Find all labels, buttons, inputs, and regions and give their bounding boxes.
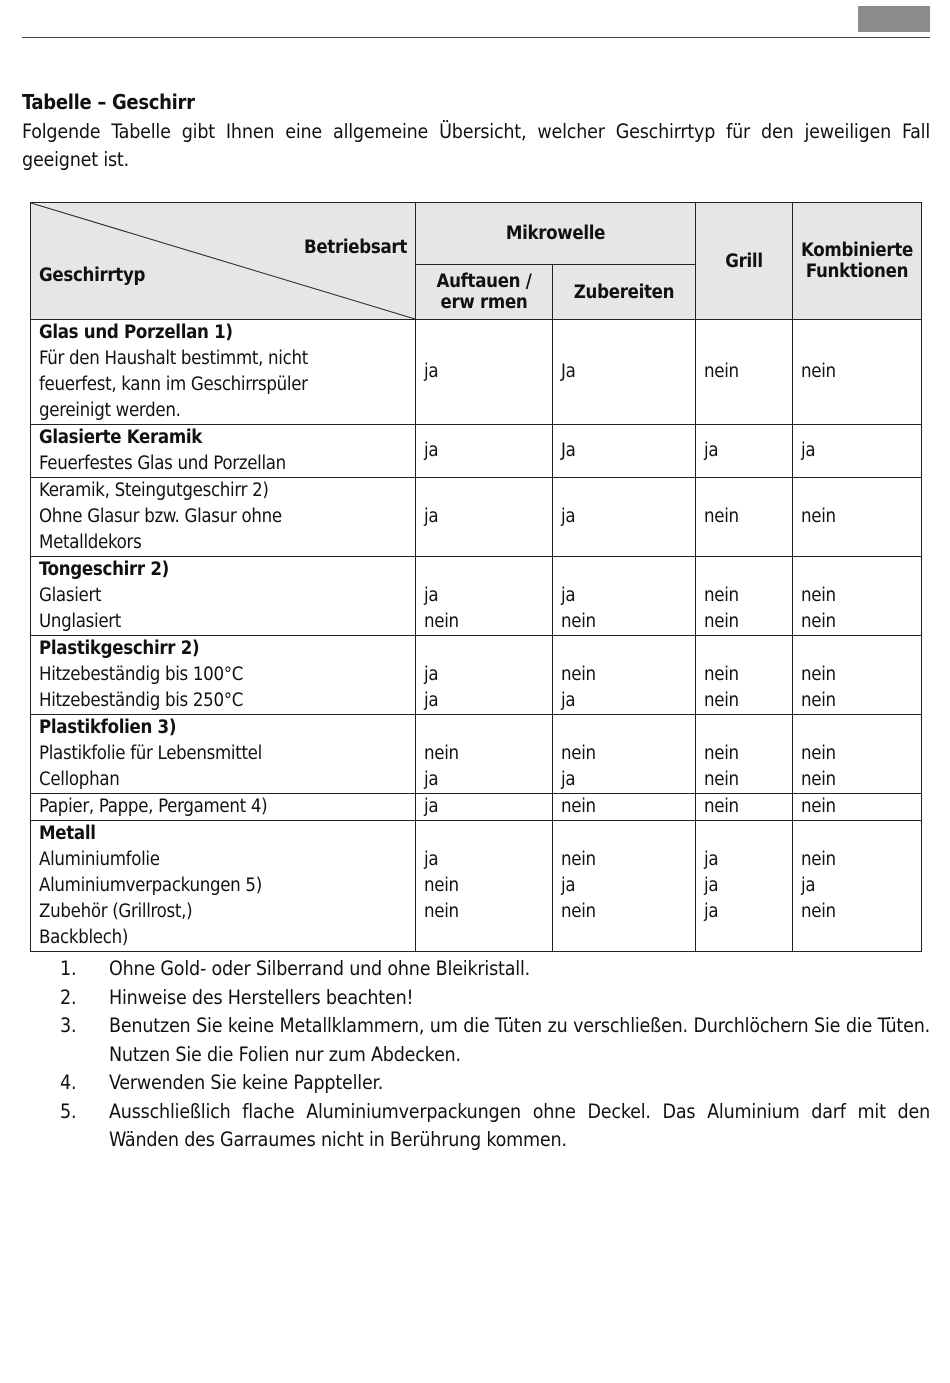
suitability-value: ja: [424, 796, 439, 817]
cookware-description: Hitzebeständig bis 250°C: [39, 690, 244, 711]
footnote-text: Ausschließlich flache Aluminiumverpackungen ohne Deckel. Das Aluminium darf mit den Wänden des Garraumes nicht in Berührung kommen.: [109, 1099, 930, 1151]
suitability-value: ja: [424, 506, 439, 527]
suitability-value: nein: [424, 901, 459, 922]
combined-value-cell: [793, 715, 922, 794]
operation-label: Betriebsart: [303, 237, 407, 258]
table-header-row: [31, 203, 922, 265]
suitability-value: nein: [561, 743, 596, 764]
suitability-value: ja: [424, 769, 439, 790]
suitability-value: nein: [801, 849, 836, 870]
cookware-type-cell: [31, 557, 416, 636]
suitability-value: ja: [424, 690, 439, 711]
cookware-table: [30, 202, 922, 952]
cookware-type-cell: [31, 715, 416, 794]
table-row: [31, 557, 922, 636]
footnote-item: [60, 1098, 930, 1155]
suitability-value: nein: [424, 743, 459, 764]
suitability-value: ja: [424, 849, 439, 870]
combined-value-cell: [793, 821, 922, 952]
cookware-description: Für den Haushalt bestimmt, nicht: [39, 348, 308, 369]
grill-value-cell: [696, 794, 793, 821]
cook-value-cell: [553, 320, 696, 425]
grill-value-cell: [696, 821, 793, 952]
cook-value-cell: [553, 478, 696, 557]
defrost-value-cell: [416, 425, 553, 478]
cookware-description: Hitzebeständig bis 100°C: [39, 664, 244, 685]
cookware-description: Glasiert: [39, 585, 102, 606]
footnote-item: [60, 1069, 930, 1098]
defrost-value-cell: [416, 715, 553, 794]
footnote-text: Ohne Gold- oder Silberrand und ohne Bleikristall.: [109, 957, 530, 980]
suitability-value: nein: [801, 690, 836, 711]
suitability-value: nein: [801, 796, 836, 817]
suitability-value: ja: [704, 901, 719, 922]
cook-value-cell: [553, 636, 696, 715]
defrost-value-cell: [416, 478, 553, 557]
cookware-description: Ohne Glasur bzw. Glasur ohne: [39, 506, 282, 527]
section-title: Tabelle – Geschirr: [22, 90, 195, 114]
suitability-value: ja: [561, 506, 576, 527]
suitability-value: nein: [704, 743, 739, 764]
combined-value-cell: [793, 425, 922, 478]
table-row: [31, 478, 922, 557]
defrost-value-cell: [416, 821, 553, 952]
footnote-text: Verwenden Sie keine Pappteller.: [109, 1071, 384, 1094]
table-row: [31, 425, 922, 478]
table-body: [31, 320, 922, 952]
defrost-value-cell: [416, 636, 553, 715]
suitability-value: nein: [704, 611, 739, 632]
cookware-description: feuerfest, kann im Geschirrspüler: [39, 374, 308, 395]
suitability-value: ja: [561, 769, 576, 790]
cook-value-cell: [553, 715, 696, 794]
table-row: [31, 320, 922, 425]
suitability-value: ja: [801, 440, 816, 461]
combined-value-cell: [793, 636, 922, 715]
footnote-number: 2.: [60, 985, 77, 1009]
cookware-type-cell: [31, 425, 416, 478]
cookware-type-label: Geschirrtyp: [39, 265, 146, 286]
defrost-value-cell: [416, 320, 553, 425]
footnote-text: Hinweise des Herstellers beachten!: [109, 985, 414, 1009]
suitability-value: ja: [561, 875, 576, 896]
suitability-value: nein: [704, 690, 739, 711]
footnote-number: 5.: [60, 1099, 77, 1123]
cookware-type-cell: [31, 636, 416, 715]
cook-value-cell: [553, 557, 696, 636]
grill-header: Grill: [696, 203, 793, 320]
defrost-value-cell: [416, 557, 553, 636]
suitability-value: ja: [801, 875, 816, 896]
suitability-value: nein: [561, 849, 596, 870]
suitability-value: nein: [801, 743, 836, 764]
suitability-value: ja: [704, 875, 719, 896]
header-rule: [22, 37, 930, 38]
suitability-value: nein: [424, 611, 459, 632]
cookware-description: Papier, Pappe, Pergament 4): [39, 796, 268, 817]
cookware-description: Unglasiert: [39, 611, 122, 632]
suitability-value: nein: [704, 796, 739, 817]
cookware-description: Plastikfolie für Lebensmittel: [39, 743, 262, 764]
suitability-value: ja: [424, 664, 439, 685]
cookware-category: Glasierte Keramik: [39, 427, 203, 448]
suitability-value: nein: [801, 769, 836, 790]
corner-header-cell: [31, 203, 416, 320]
suitability-value: nein: [561, 664, 596, 685]
cookware-description: Aluminiumverpackungen 5): [39, 875, 262, 896]
cookware-type-cell: [31, 478, 416, 557]
table-row: [31, 794, 922, 821]
suitability-value: nein: [801, 664, 836, 685]
intro-paragraph: Folgende Tabelle gibt Ihnen eine allgemeine Übersicht, welcher Geschirrtyp für den jeweiligen Fall geeignet ist.: [22, 120, 930, 171]
cookware-category: Plastikgeschirr 2): [39, 638, 200, 659]
suitability-value: ja: [704, 440, 719, 461]
suitability-value: nein: [801, 901, 836, 922]
suitability-value: nein: [704, 769, 739, 790]
cook-value-cell: [553, 425, 696, 478]
grill-value-cell: [696, 425, 793, 478]
cookware-type-cell: [31, 794, 416, 821]
page-header-tab: [858, 6, 930, 32]
combined-value-cell: [793, 557, 922, 636]
cookware-description: Aluminiumfolie: [39, 849, 160, 870]
cookware-category: Metall: [39, 823, 96, 844]
cookware-description: Cellophan: [39, 769, 120, 790]
diagonal-divider: [31, 203, 415, 319]
cookware-type-cell: [31, 821, 416, 952]
grill-value-cell: [696, 478, 793, 557]
microwave-header: Mikrowelle: [416, 203, 696, 265]
cookware-description: Keramik, Steingutgeschirr 2): [39, 480, 269, 501]
footnote-text: Benutzen Sie keine Metallklammern, um die Tüten zu verschließen. Durchlöchern Sie die Tüten. Nutzen Sie die Folien nur zum Abdecken.: [109, 1014, 930, 1066]
cookware-description: gereinigt werden.: [39, 400, 181, 421]
cookware-category: Tongeschirr 2): [39, 559, 169, 580]
suitability-value: Ja: [561, 361, 576, 382]
cook-value-cell: [553, 821, 696, 952]
table-row: [31, 715, 922, 794]
table-row: [31, 636, 922, 715]
suitability-value: nein: [801, 611, 836, 632]
cookware-description: Metalldekors: [39, 532, 142, 553]
suitability-value: nein: [801, 506, 836, 527]
footnote-item: [60, 955, 930, 984]
combined-value-cell: [793, 320, 922, 425]
grill-value-cell: [696, 320, 793, 425]
suitability-value: ja: [704, 849, 719, 870]
combined-header: Kombinierte Funktionen: [793, 203, 922, 320]
suitability-value: nein: [704, 585, 739, 606]
suitability-value: nein: [704, 664, 739, 685]
suitability-value: ja: [424, 361, 439, 382]
suitability-value: nein: [704, 361, 739, 382]
cook-value-cell: [553, 794, 696, 821]
suitability-value: Ja: [561, 440, 576, 461]
table-row: [31, 821, 922, 952]
suitability-value: nein: [801, 361, 836, 382]
footnote-number: 3.: [60, 1014, 77, 1037]
footnote-number: 1.: [60, 957, 77, 980]
cookware-description: Backblech): [39, 927, 129, 948]
suitability-value: ja: [424, 585, 439, 606]
cookware-category: Glas und Porzellan 1): [39, 322, 233, 343]
footnote-item: [60, 984, 930, 1013]
grill-value-cell: [696, 715, 793, 794]
suitability-value: ja: [424, 440, 439, 461]
combined-value-cell: [793, 794, 922, 821]
cookware-category: Plastikfolien 3): [39, 717, 177, 738]
cookware-description: Feuerfestes Glas und Porzellan: [39, 453, 286, 474]
grill-value-cell: [696, 557, 793, 636]
defrost-header: Auftauen / erw rmen: [416, 265, 553, 320]
suitability-value: nein: [561, 611, 596, 632]
combined-value-cell: [793, 478, 922, 557]
suitability-value: nein: [561, 901, 596, 922]
footnote-item: [60, 1012, 930, 1069]
footnotes: [60, 955, 930, 1155]
suitability-value: ja: [561, 585, 576, 606]
suitability-value: ja: [561, 690, 576, 711]
suitability-value: nein: [561, 796, 596, 817]
cookware-type-cell: [31, 320, 416, 425]
suitability-value: nein: [704, 506, 739, 527]
cook-header: Zubereiten: [553, 265, 696, 320]
grill-value-cell: [696, 636, 793, 715]
cookware-description: Zubehör (Grillrost,): [39, 901, 193, 922]
footnote-number: 4.: [60, 1071, 77, 1094]
suitability-value: nein: [801, 585, 836, 606]
suitability-value: nein: [424, 875, 459, 896]
defrost-value-cell: [416, 794, 553, 821]
